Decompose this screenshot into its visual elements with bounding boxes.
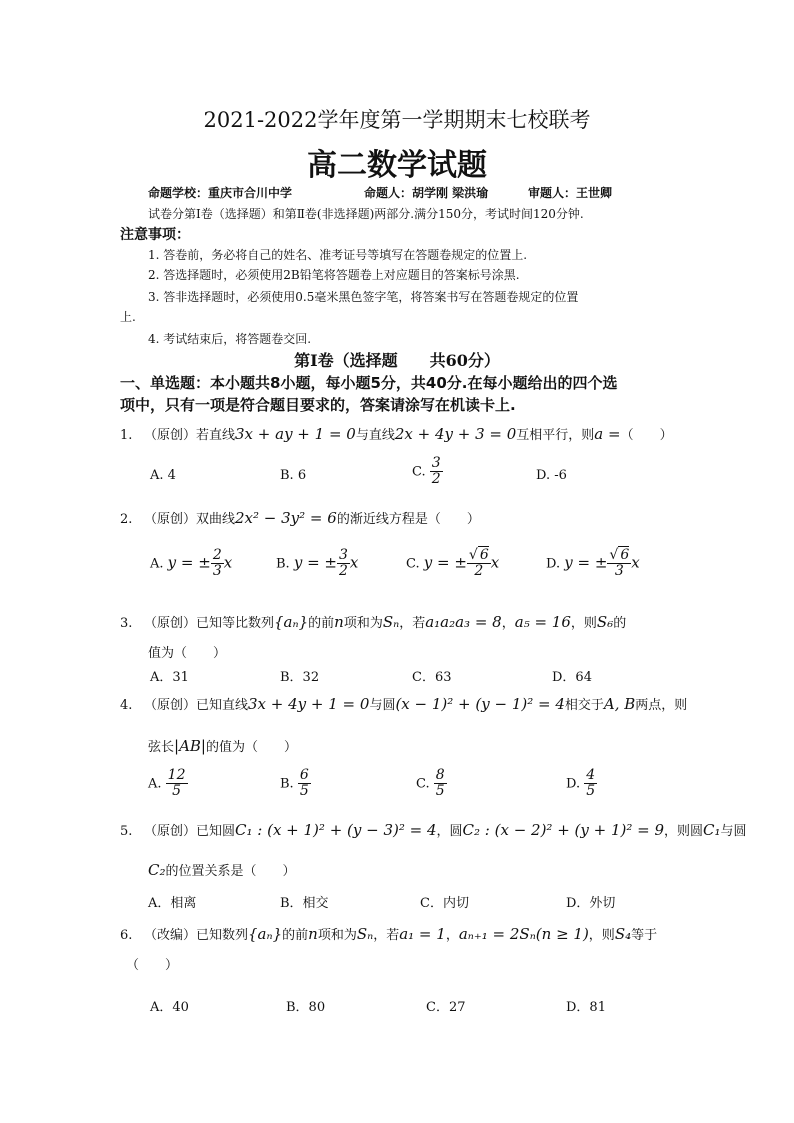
option-d: D．81 [566,1000,606,1015]
question-6-cont: （ ） [126,958,179,973]
question-number: 5. [120,824,133,839]
option-a [148,768,188,800]
variable: S₆ [596,613,614,631]
variable: Sₙ [356,925,374,943]
question-text: （原创）已知直线 [144,698,249,713]
variable: a = [594,425,621,443]
question-6 [120,924,657,943]
equation: (x − 1)² + (y − 1)² = 4 [395,695,565,713]
equation: 2x² − 3y² = 6 [235,509,337,527]
option-b: B．相交 [280,896,329,911]
option-label: D. [566,776,581,792]
variable: C₂ [148,861,166,879]
denominator: 5 [299,783,309,800]
exam-subtitle: 高二数学试题 [307,148,487,183]
fraction [337,548,350,580]
question-text: （改编）已知数列 [144,928,249,943]
option-c [416,768,447,800]
separator: ， [501,616,515,631]
denominator: 2 [431,471,441,488]
question-text: ，若 [399,616,426,631]
option-c: C．63 [412,670,452,685]
sequence: {aₙ} [274,613,309,631]
denominator: 5 [586,783,596,800]
variable: x [349,553,359,572]
fraction [607,548,631,580]
fraction [298,768,311,800]
question-4-cont [148,736,297,755]
option-c: C．内切 [420,896,469,911]
variable: x [223,553,233,572]
option-label: A. [150,556,164,572]
question-text: 项和为 [317,928,357,943]
section-heading: 一、单选题：本小题共8小题，每小题5分，共40分.在每小题给出的四个选 [120,374,618,392]
question-number: 4. [120,698,133,713]
question-text: 的渐近线方程是（ ） [336,512,480,527]
option-d [546,548,640,580]
numerator: √ 6 [609,547,630,563]
denominator: 3 [212,563,222,580]
radicand: 6 [620,547,630,563]
option-b [276,548,358,580]
note-item: 2. 答选择题时，必须使用2B铅笔将答题卷上对应题目的答案标号涂黑. [148,268,520,282]
numerator: 3 [431,455,441,471]
option-a [150,548,232,580]
numerator: 12 [167,767,186,783]
option-a: A. 4 [150,468,176,483]
question-text: 的前 [282,928,309,943]
question-number: 3. [120,616,133,631]
setter-school: 命题学校：重庆市合川中学 [148,186,293,200]
option-c: C．27 [426,1000,466,1015]
equation: 3x + 4y + 1 = 0 [248,695,370,713]
variable: Sₙ [382,613,400,631]
question-text: （原创）若直线 [144,428,236,443]
option-label: C. [412,464,426,480]
option-c [412,456,443,488]
question-text: ，若 [373,928,400,943]
question-text: ，圆 [436,824,463,839]
question-text: 与圆 [720,824,747,839]
sequence: {aₙ} [248,925,283,943]
fraction [211,548,224,580]
numerator: 6 [299,767,309,783]
question-text: 相交于 [564,698,604,713]
question-text: 两点，则 [635,698,688,713]
option-b: B．80 [286,1000,326,1015]
option-d: D. -6 [536,468,567,483]
question-text: 与直线 [355,428,395,443]
part-heading: 第Ⅰ卷（选择题 共60分） [294,351,500,370]
answer-bracket: （ ） [620,428,673,443]
question-text: （原创）已知圆 [144,824,236,839]
question-5 [120,820,747,839]
reviewer: 审题人：王世卿 [528,186,613,200]
equation: C₂ : (x − 2)² + (y + 1)² = 9 [462,821,665,839]
note-item: 1. 答卷前，务必将自己的姓名、准考证号等填写在答题卷规定的位置上. [148,248,528,262]
variable: x [631,553,640,572]
question-text: ，则圆 [664,824,704,839]
question-text: 的前 [308,616,335,631]
fraction [430,456,443,488]
fraction [584,768,597,800]
option-b: B. 6 [280,468,307,483]
equation: a₁a₂a₃ = 8 [425,613,502,631]
question-2 [120,508,480,527]
equation: 2x + 4y + 3 = 0 [394,425,517,443]
question-text: ，则 [588,928,615,943]
fraction [434,768,447,800]
notes-heading: 注意事项： [120,227,190,243]
note-item: 4. 考试结束后，将答题卷交回. [148,332,312,346]
numerator: 3 [338,547,348,563]
question-4 [120,694,687,713]
equation: C₁ : (x + 1)² + (y − 3)² = 4 [235,821,437,839]
fraction [467,548,491,580]
variable: C₁ [703,821,721,839]
note-item: 上. [120,310,136,324]
option-a: A．31 [150,670,189,685]
numerator: 8 [435,767,445,783]
denominator: 5 [172,783,182,800]
points: A, B [603,695,636,713]
variable: n [334,613,344,631]
question-text: 与圆 [369,698,396,713]
option-label: B. [280,776,294,792]
equation: a₁ = 1 [399,925,446,943]
equation: y = ± [293,553,337,572]
question-text: （原创）已知等比数列 [144,616,275,631]
radicand: 6 [479,547,489,563]
question-text: 项和为 [343,616,383,631]
equation: y = ± [423,553,467,572]
option-d: D．外切 [566,896,616,911]
question-1 [120,424,673,443]
numerator: 2 [212,547,222,563]
denominator: 2 [474,563,484,580]
question-3 [120,612,626,631]
chord: |AB| [174,737,206,755]
option-label: B. [276,556,290,572]
equation: aₙ₊₁ = 2Sₙ(n ≥ 1) [458,925,589,943]
option-a: A．相离 [148,896,197,911]
question-text: 的位置关系是（ ） [165,864,296,879]
equation: y = ± [564,553,608,572]
equation: 3x + ay + 1 = 0 [235,425,356,443]
question-number: 6. [120,928,133,943]
option-b: B．32 [280,670,320,685]
question-3-cont: 值为（ ） [148,646,227,661]
equation: y = ± [167,553,211,572]
exam-intro: 试卷分第Ⅰ卷（选择题）和第Ⅱ卷(非选择题)两部分.满分150分，考试时间120分钟. [148,207,584,221]
option-label: C. [416,776,430,792]
option-a: A．40 [150,1000,189,1015]
variable: n [308,925,318,943]
question-number: 2. [120,512,133,527]
question-text: （原创）双曲线 [144,512,236,527]
variable: S₄ [614,925,632,943]
note-item: 3. 答非选择题时，必须使用0.5毫米黑色签字笔，将答案书写在答题卷规定的位置 [148,290,579,304]
denominator: 5 [435,783,445,800]
separator: ， [445,928,459,943]
fraction [166,768,188,800]
variable: x [490,553,500,572]
option-b [280,768,311,800]
question-text: 等于 [631,928,658,943]
question-text: 互相平行，则 [516,428,595,443]
denominator: 2 [338,563,348,580]
option-label: D. [546,556,561,572]
question-text: 的 [613,616,627,631]
setter-authors: 命题人：胡学刚 梁洪瑜 [364,186,489,200]
equation: a₅ = 16 [514,613,571,631]
section-heading-cont: 项中，只有一项是符合题目要求的，答案请涂写在机读卡上. [120,396,516,414]
option-c [406,548,499,580]
question-text: ，则 [570,616,597,631]
option-label: C. [406,556,420,572]
numerator: 4 [586,767,596,783]
option-label: A. [148,776,162,792]
denominator: 3 [614,563,624,580]
numerator: √ 6 [468,547,489,563]
option-d [566,768,597,800]
question-5-cont [148,860,296,879]
question-text: 的值为（ ） [205,740,297,755]
exam-title: 2021-2022学年度第一学期期末七校联考 [203,108,591,132]
question-text: 弦长 [148,740,175,755]
option-d: D．64 [552,670,592,685]
question-number: 1. [120,428,133,443]
